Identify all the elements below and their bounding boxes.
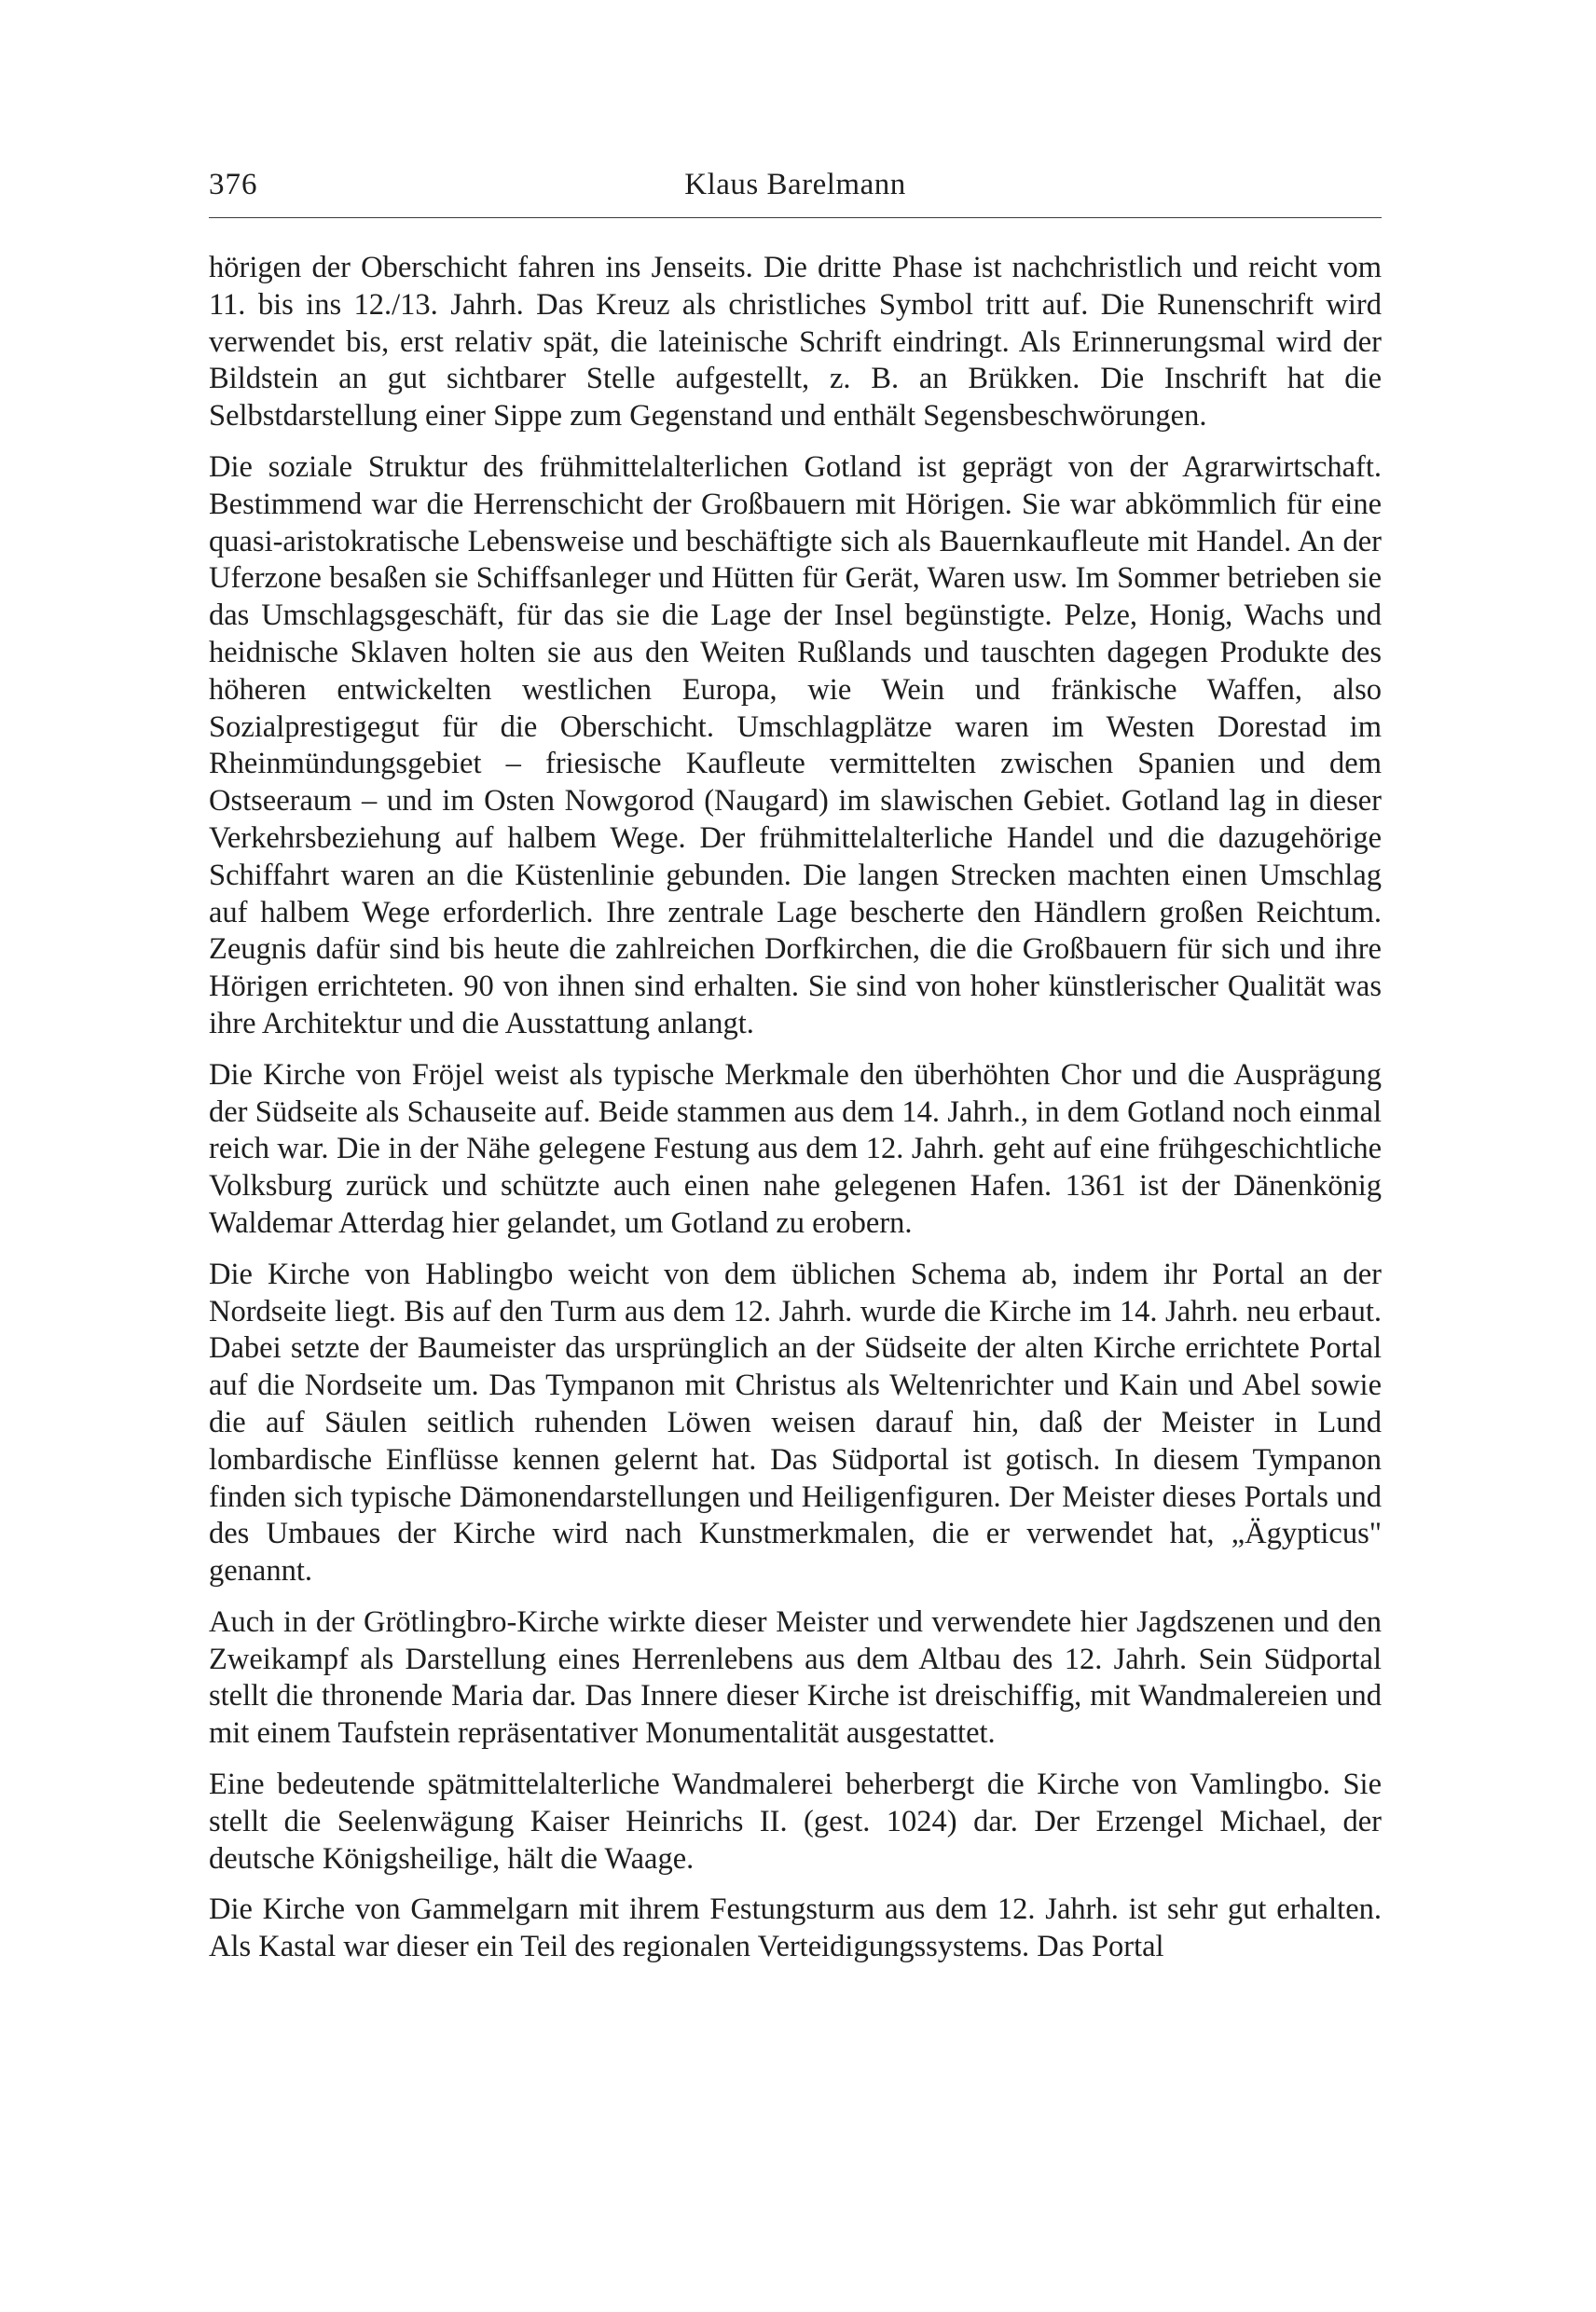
body-text (209, 250, 1382, 1980)
paragraph-7: Die Kirche von Gammelgarn mit ihrem Festungsturm aus dem 12. Jahrh. ist sehr gut erhalten. Als Kastal war dieser ein Teil des regionalen Verteidigungssystems. Das Portal (209, 1892, 1382, 1964)
paragraph-3: Die Kirche von Fröjel weist als typische Merkmale den überhöhten Chor und die Ausprägung der Südseite als Schauseite auf. Beide stammen aus dem 14. Jahrh., in dem Gotland noch einmal reich war. Die in der Nähe gelegene Festung aus dem 12. Jahrh. geht auf eine frühgeschichtliche Volksburg zurück und schützte auch einen nahe gelegenen Hafen. 1361 ist der Dänenkönig Waldemar Atterdag hier gelandet, um Gotland zu erobern. (209, 1057, 1382, 1240)
paragraph-4: Die Kirche von Hablingbo weicht von dem üblichen Schema ab, indem ihr Portal an der Nordseite liegt. Bis auf den Turm aus dem 12. Jahrh. wurde die Kirche im 14. Jahrh. neu erbaut. Dabei setzte der Baumeister das ursprünglich an der Südseite der alten Kirche errichtete Portal auf die Nordseite um. Das Tympanon mit Christus als Weltenrichter und Kain und Abel sowie die auf Säulen seitlich ruhenden Löwen weisen darauf hin, daß der Meister in Lund lombardische Einflüsse kennen gelernt hat. Das Südportal ist gotisch. In diesem Tympanon finden sich typische Dämonendarstellungen und Heiligenfiguren. Der Meister dieses Portals und des Umbaues der Kirche wird nach Kunstmerkmalen, die er verwendet hat, „Ägypticus" genannt. (209, 1257, 1382, 1589)
paragraph-2: Die soziale Struktur des frühmittelalterlichen Gotland ist geprägt von der Agrarwirtschaft. Bestimmend war die Herrenschicht der Großbauern mit Hörigen. Sie war abkömmlich für eine quasi-aristokratische Lebensweise und beschäftigte sich als Bauernkaufleute mit Handel. An der Uferzone besaßen sie Schiffsanleger und Hütten für Gerät, Waren usw. Im Sommer betrieben sie das Umschlagsgeschäft, für das sie die Lage der Insel begünstigte. Pelze, Honig, Wachs und heidnische Sklaven holten sie aus den Weiten Rußlands und tauschten dagegen Produkte des höheren entwickelten westlichen Europa, wie Wein und fränkische Waffen, also Sozialprestigegut für die Oberschicht. Umschlagplätze waren im Westen Dorestad im Rheinmündungsgebiet – friesische Kaufleute vermittelten zwischen Spanien und dem Ostseeraum – und im Osten Nowgorod (Naugard) im slawischen Gebiet. Gotland lag in dieser Verkehrsbeziehung auf halbem Wege. Der frühmittelalterliche Handel und die dazugehörige Schiffahrt waren an die Küstenlinie gebunden. Die langen Strecken machten einen Umschlag auf halbem Wege erforderlich. Ihre zentrale Lage bescherte den Händlern großen Reichtum. Zeugnis dafür sind bis heute die zahlreichen Dorfkirchen, die die Großbauern für sich und ihre Hörigen errichteten. 90 von ihnen sind erhalten. Sie sind von hoher künstlerischer Qualität was ihre Architektur und die Ausstattung anlangt. (209, 449, 1382, 1040)
page-number: 376 (209, 168, 258, 201)
paragraph-1: hörigen der Oberschicht fahren ins Jenseits. Die dritte Phase ist nachchristlich und reicht vom 11. bis ins 12./13. Jahrh. Das Kreuz als christliches Symbol tritt auf. Die Runenschrift wird verwendet bis, erst relativ spät, die lateinische Schrift eindringt. Als Erinnerungsmal wird der Bildstein an gut sichtbarer Stelle aufgestellt, z. B. an Brükken. Die Inschrift hat die Selbstdarstellung einer Sippe zum Gegenstand und enthält Segensbeschwörungen. (209, 251, 1382, 434)
page-header (209, 168, 1382, 213)
paragraph-5: Auch in der Grötlingbro-Kirche wirkte dieser Meister und verwendete hier Jagdszenen und den Zweikampf als Darstellung eines Herrenlebens aus dem Altbau des 12. Jahrh. Sein Südportal stellt die thronende Maria dar. Das Innere dieser Kirche ist dreischiffig, mit Wandmalereien und mit einem Taufstein repräsentativer Monumentalität ausgestattet. (209, 1604, 1382, 1751)
running-head: Klaus Barelmann (684, 168, 906, 201)
paragraph-6: Eine bedeutende spätmittelalterliche Wandmalerei beherbergt die Kirche von Vamlingbo. Sie stellt die Seelenwägung Kaiser Heinrichs II. (gest. 1024) dar. Der Erzengel Michael, der deutsche Königsheilige, hält die Waage. (209, 1768, 1382, 1876)
header-rule (209, 217, 1382, 218)
